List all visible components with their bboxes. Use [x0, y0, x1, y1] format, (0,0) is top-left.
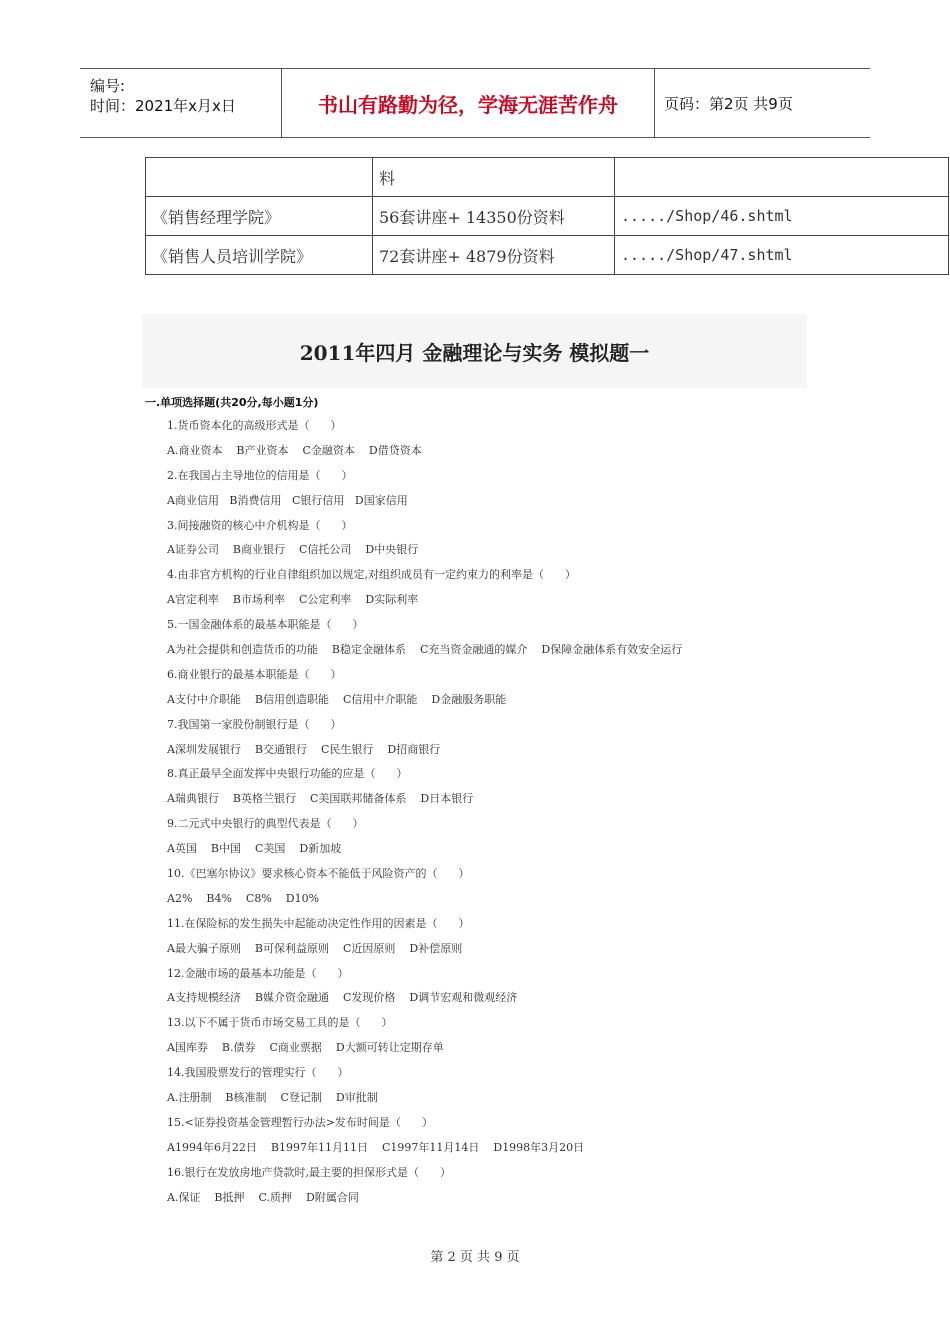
resource-count: 料	[373, 158, 615, 197]
question-text: 10.《巴塞尔协议》要求核心资本不能低于风险资产的（ ）	[167, 867, 470, 881]
answer-options: A官定利率 B市场利率 C公定利率 D实际利率	[167, 593, 419, 607]
header-page	[654, 69, 870, 137]
question-text: 6.商业银行的最基本职能是（ ）	[167, 667, 342, 681]
title-band	[142, 314, 807, 388]
header-meta	[80, 69, 280, 137]
question-text: 5.一国金融体系的最基本职能是（ ）	[167, 618, 364, 632]
answer-options: A支持规模经济 B媒介资金融通 C发现价格 D调节宏观和微观经济	[167, 991, 518, 1005]
question-text: 2.在我国占主导地位的信用是（ ）	[167, 468, 353, 482]
question-text: 8.真正最早全面发挥中央银行功能的应是（ ）	[167, 767, 408, 781]
answer-options: A支付中介职能 B信用创造职能 C信用中介职能 D金融服务职能	[167, 692, 507, 706]
resource-name: 《销售人员培训学院》	[146, 236, 373, 275]
page-footer: 第 2 页 共 9 页	[430, 1250, 520, 1265]
table-row	[146, 158, 949, 197]
answer-options: A.商业资本 B产业资本 C金融资本 D借贷资本	[167, 443, 422, 457]
answer-options: A证券公司 B商业银行 C信托公司 D中央银行	[167, 543, 419, 557]
page-label: 页码：第2页 共9页	[664, 94, 793, 113]
code-label: 编号:	[90, 77, 126, 95]
question-text: 9.二元式中央银行的典型代表是（ ）	[167, 817, 364, 831]
resource-table	[145, 157, 949, 275]
time-label: 时间：2021年x月x日	[90, 97, 236, 115]
question-text: 1.货币资本化的高级形式是（ ）	[167, 419, 342, 432]
question-text: 7.我国第一家股份制银行是（ ）	[167, 717, 342, 731]
resource-url: ...../Shop/47.shtml	[615, 236, 949, 275]
table-row	[146, 197, 949, 236]
answer-options: A深圳发展银行 B交通银行 C民生银行 D招商银行	[167, 742, 441, 756]
answer-options: A商业信用 B消费信用 C银行信用 D国家信用	[167, 493, 408, 507]
question-text: 15.<证券投资基金管理暂行办法>发布时间是（ ）	[167, 1115, 433, 1129]
answer-options: A2% B4% C8% D10%	[167, 891, 320, 905]
answer-options: A瑞典银行 B英格兰银行 C美国联邦储备体系 D日本银行	[167, 792, 474, 806]
resource-count: 56套讲座+ 14350份资料	[373, 197, 615, 236]
answer-options: A.保证 B抵押 C.质押 D附属合同	[167, 1190, 359, 1204]
question-list	[167, 414, 887, 1211]
resource-name: 《销售经理学院》	[146, 197, 373, 236]
table-row	[146, 236, 949, 275]
section-heading: 一.单项选择题(共20分,每小题1分)	[145, 396, 319, 409]
answer-options: A最大骗子原则 B可保利益原则 C近因原则 D补偿原则	[167, 941, 463, 955]
question-text: 16.银行在发放房地产贷款时,最主要的担保形式是（ ）	[167, 1165, 451, 1179]
question-text: 3.间接融资的核心中介机构是（ ）	[167, 518, 353, 532]
question-text: 11.在保险标的发生损失中起能动决定性作用的因素是（ ）	[167, 916, 470, 930]
page-title: 2011年四月 金融理论与实务 模拟题一	[299, 340, 650, 365]
resource-count: 72套讲座+ 4879份资料	[373, 236, 615, 275]
answer-options: A英国 B中国 C美国 D新加坡	[167, 842, 342, 856]
resource-url	[615, 158, 949, 197]
question-text: 13.以下不属于货币市场交易工具的是（ ）	[167, 1016, 393, 1030]
answer-options: A1994年6月22日 B1997年11月11日 C1997年11月14日 D1998年3月20日	[167, 1140, 585, 1154]
question-text: 4.由非官方机构的行业自律组织加以规定,对组织成员有一定约束力的利率是（ ）	[167, 568, 576, 582]
resource-url: ...../Shop/46.shtml	[615, 197, 949, 236]
resource-name	[146, 158, 373, 197]
question-text: 12.金融市场的最基本功能是（ ）	[167, 966, 349, 980]
question-text: 14.我国股票发行的管理实行（ ）	[167, 1066, 349, 1080]
page-header	[80, 68, 870, 138]
answer-options: A国库券 B.债券 C商业票据 D大额可转让定期存单	[167, 1041, 444, 1055]
answer-options: A.注册制 B核准制 C登记制 D审批制	[167, 1091, 378, 1105]
header-motto: 书山有路勤为径，学海无涯苦作舟	[281, 69, 655, 137]
answer-options: A为社会提供和创造货币的功能 B稳定金融体系 C充当资金融通的媒介 D保障金融体系有效安全运行	[167, 643, 683, 657]
